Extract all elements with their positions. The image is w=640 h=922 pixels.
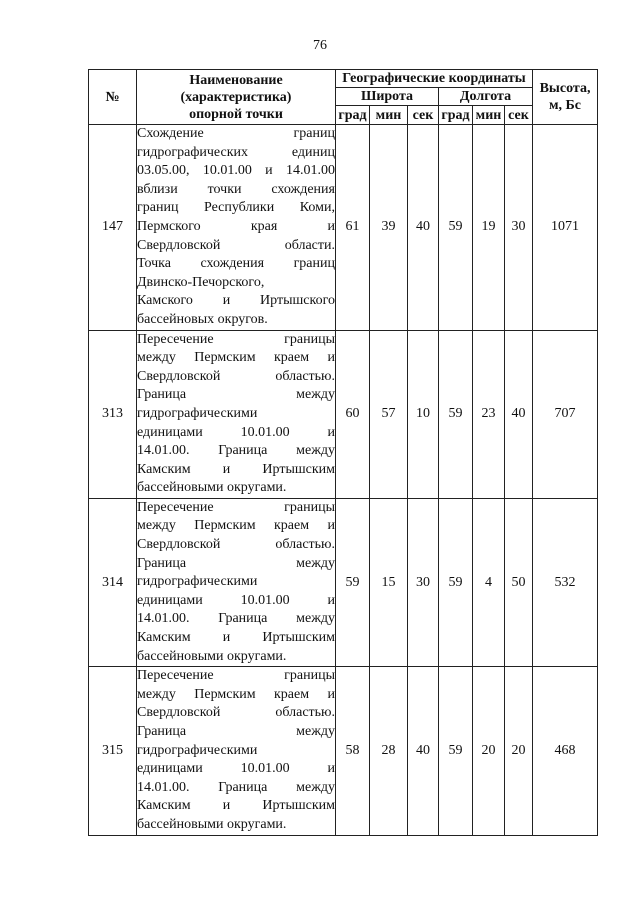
header-name-line: (характеристика) [180,89,292,105]
description-line: 14.01.00. Граница между [137,779,335,795]
description-line: гидрографическими [137,742,258,758]
description-line: Пересечение границы [137,668,335,684]
description-line: 14.01.00. Граница между [137,611,335,627]
description-line: гидрографических единиц [137,144,335,160]
lat-degrees: 61 [336,125,370,331]
table-body [89,125,598,836]
description-line: Точка схождения границ [137,256,335,272]
header-elevation [533,70,598,125]
lon-minutes: 19 [473,125,505,331]
description-line: 03.05.00, 10.01.00 и 14.01.00 [137,163,335,179]
header-unit-lat-min: мин [370,106,408,125]
description-line: Свердловской областью. [137,368,335,384]
description-line: Пересечение границы [137,331,335,347]
row-number: 314 [89,498,137,666]
row-number: 315 [89,667,137,835]
elevation-value: 707 [533,330,598,498]
lat-seconds: 10 [408,330,439,498]
lat-seconds: 40 [408,667,439,835]
lat-degrees: 58 [336,667,370,835]
row-description [137,125,336,331]
lon-minutes: 4 [473,498,505,666]
lon-degrees: 59 [439,330,473,498]
header-name [137,70,336,125]
row-number: 313 [89,330,137,498]
header-unit-lon-sec: сек [505,106,533,125]
header-unit-lat-sec: сек [408,106,439,125]
description-line: единицами 10.01.00 и [137,592,335,608]
header-name-line: опорной точки [189,106,283,122]
elevation-value: 1071 [533,125,598,331]
lon-seconds: 40 [505,330,533,498]
description-line: 14.01.00. Граница между [137,443,335,459]
description-line: между Пермским краем и [137,518,335,534]
description-line: бассейновых округов. [137,311,268,327]
header-name-line: Наименование [189,72,283,88]
description-line: бассейновыми округами. [137,816,287,832]
elevation-value: 532 [533,498,598,666]
elevation-value: 468 [533,667,598,835]
header-unit-lon-min: мин [473,106,505,125]
row-description [137,667,336,835]
description-line: гидрографическими [137,405,258,421]
header-elevation-line: м, Бс [549,98,582,113]
lat-minutes: 39 [370,125,408,331]
lon-degrees: 59 [439,667,473,835]
lon-degrees: 59 [439,498,473,666]
lat-minutes: 28 [370,667,408,835]
row-number: 147 [89,125,137,331]
description-line: между Пермским краем и [137,686,335,702]
lon-minutes: 23 [473,330,505,498]
header-number: № [89,70,137,125]
description-line: Камским и Иртышским [137,630,335,646]
coordinates-table [88,69,598,836]
description-line: Свердловской областью. [137,537,335,553]
lat-minutes: 57 [370,330,408,498]
lat-minutes: 15 [370,498,408,666]
description-line: Камским и Иртышским [137,461,335,477]
description-line: Граница между [137,555,335,571]
lat-degrees: 60 [336,330,370,498]
table-row [89,330,598,498]
lon-minutes: 20 [473,667,505,835]
header-geo-coordinates: Географические координаты [336,70,533,88]
table-row [89,667,598,835]
page-number: 76 [313,38,327,53]
lon-degrees: 59 [439,125,473,331]
row-description [137,330,336,498]
description-line: Свердловской области. [137,237,335,253]
description-line: Пермского края и [137,218,335,234]
description-line: между Пермским краем и [137,350,335,366]
description-line: Свердловской областью. [137,705,335,721]
lon-seconds: 20 [505,667,533,835]
header-latitude: Широта [336,88,439,106]
header-unit-lon-deg: град [439,106,473,125]
description-line: гидрографическими [137,574,258,590]
row-description [137,498,336,666]
header-elevation-line: Высота, [539,81,591,96]
description-line: единицами 10.01.00 и [137,424,335,440]
description-line: вблизи точки схождения [137,181,335,197]
table-row [89,125,598,331]
description-line: Двинско-Печорского, [137,274,265,290]
description-line: бассейновыми округами. [137,648,287,664]
lat-seconds: 40 [408,125,439,331]
description-line: бассейновыми округами. [137,480,287,496]
header-unit-lat-deg: град [336,106,370,125]
lon-seconds: 30 [505,125,533,331]
description-line: Камским и Иртышским [137,798,335,814]
description-line: Пересечение границы [137,499,335,515]
description-line: единицами 10.01.00 и [137,761,335,777]
description-line: Граница между [137,387,335,403]
description-line: границ Республики Коми, [137,200,335,216]
lon-seconds: 50 [505,498,533,666]
lat-seconds: 30 [408,498,439,666]
lat-degrees: 59 [336,498,370,666]
table-header [89,70,598,125]
description-line: Камского и Иртышского [137,293,335,309]
description-line: Схождение границ [137,126,335,141]
header-longitude: Долгота [439,88,533,106]
description-line: Граница между [137,724,335,739]
table-row [89,498,598,666]
